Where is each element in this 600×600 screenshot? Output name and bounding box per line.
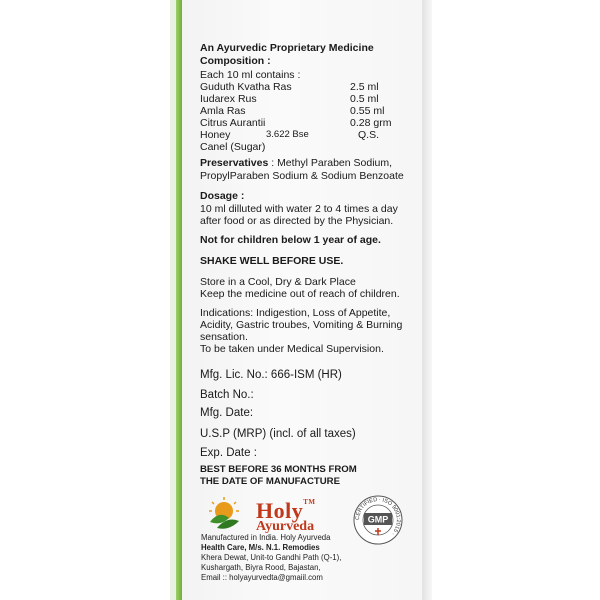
mfg-date: Mfg. Date: <box>200 407 254 419</box>
ingredient-name: Honey <box>200 129 231 141</box>
ingredient-name: Canel (Sugar) <box>200 141 266 153</box>
trademark-mark: TM <box>303 498 316 506</box>
brand-name-line1: Holy <box>256 498 304 523</box>
ingredient-qty: Q.S. <box>358 129 380 141</box>
mfg-license: Mfg. Lic. No.: 666-ISM (HR) <box>200 369 342 381</box>
expiry-date: Exp. Date : <box>200 447 257 459</box>
brand-name-line2: Ayurveda <box>256 519 315 534</box>
shake-warning: SHAKE WELL BEFORE USE. <box>200 255 344 267</box>
ingredient-name: Amla Ras <box>200 105 246 117</box>
preservatives <box>200 157 392 169</box>
address-line: Khera Dewat, Unit-to Gandhi Path (Q-1), <box>201 553 342 562</box>
dosage-label: Dosage : <box>200 190 245 202</box>
preservatives-text: : Methyl Paraben Sodium, <box>268 157 393 169</box>
storage-line1: Store in a Cool, Dry & Dark Place <box>200 276 356 288</box>
ingredient-name: Guduth Kvatha Ras <box>200 81 292 93</box>
heading: An Ayurvedic Proprietary Medicine <box>200 42 374 54</box>
ingredient-qty: 2.5 ml <box>350 81 379 93</box>
supervision-note: To be taken under Medical Supervision. <box>200 343 384 355</box>
address-line: Manufactured in India. Holy Ayurveda <box>201 533 331 542</box>
indications-line1: Indications: Indigestion, Loss of Appetite, <box>200 307 391 319</box>
preservatives-label: Preservatives <box>200 157 269 169</box>
ingredient-qty: 0.28 grm <box>350 117 392 129</box>
ingredient-note: 3.622 Bse <box>266 129 309 140</box>
ingredient-name: Citrus Aurantii <box>200 117 266 129</box>
dosage-line2: after food or as directed by the Physician. <box>200 215 394 227</box>
composition-label: Composition : <box>200 55 271 67</box>
holy-ayurveda-logo <box>207 496 241 530</box>
ingredient-qty: 0.5 ml <box>350 93 379 105</box>
preservatives-line2: PropylParaben Sodium & Sodium Benzoate <box>200 170 404 182</box>
address-line: Kushargath, Biyra Rood, Bajastan, <box>201 563 321 572</box>
address-line: Health Care, M/s. N.1. Remodies <box>201 543 320 552</box>
best-before-line2: THE DATE OF MANUFACTURE <box>200 476 340 487</box>
dosage-line1: 10 ml dilluted with water 2 to 4 times a day <box>200 203 398 215</box>
indications-line2: Acidity, Gastric troubes, Vomiting & Burning <box>200 319 403 331</box>
batch-number: Batch No.: <box>200 389 254 401</box>
each-contains: Each 10 ml contains : <box>200 69 301 81</box>
ingredient-name: Iudarex Rus <box>200 93 257 105</box>
indications-line3: sensation. <box>200 331 248 343</box>
storage-line2: Keep the medicine out of reach of children. <box>200 288 400 300</box>
gmp-label: GMP <box>367 514 389 525</box>
best-before-line1: BEST BEFORE 36 MONTHS FROM <box>200 464 357 475</box>
email-line: Email :: holyayurvedta@gmaiil.com <box>201 573 323 582</box>
gmp-certified-seal <box>353 495 403 545</box>
age-warning: Not for children below 1 year of age. <box>200 234 381 246</box>
carton-edge-right <box>422 0 432 600</box>
gmp-ring-text: CERTIFIED · ISO 9001:2015 · <box>354 496 402 537</box>
mrp-label: U.S.P (MRP) (incl. of all taxes) <box>200 428 356 440</box>
ingredient-qty: 0.55 ml <box>350 105 385 117</box>
